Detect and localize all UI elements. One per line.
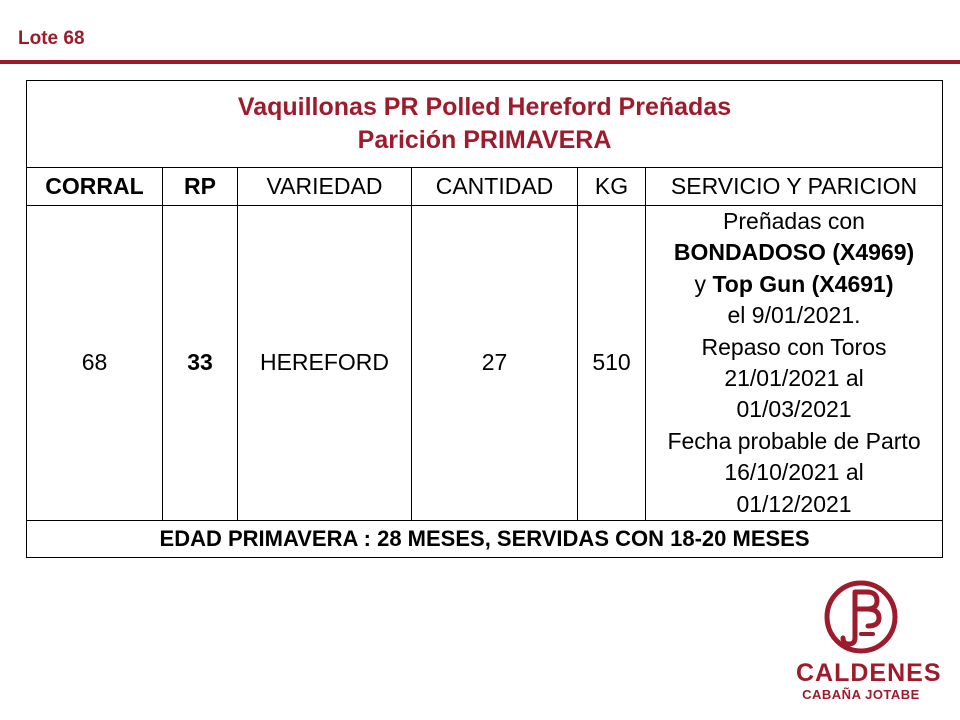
servicio-line: 16/10/2021 al [724,459,864,486]
servicio-bull-1: BONDADOSO (X4969) [673,239,915,266]
caldenes-logo [796,580,942,710]
column-header-servicio: SERVICIO Y PARICION [646,168,943,206]
brand-subtitle: CABAÑA JOTABE [802,687,920,702]
cell-kg: 510 [578,206,646,521]
servicio-line: el 9/01/2021. [727,302,861,329]
title-row [27,81,943,168]
title-line-1: Vaquillonas PR Polled Hereford Preñadas [237,93,732,121]
column-header-rp: RP [163,168,238,206]
column-header-corral: CORRAL [27,168,163,206]
lot-table [26,80,943,558]
table-row [27,206,943,521]
column-header-cantidad: CANTIDAD [412,168,578,206]
footer-row [27,521,943,558]
monogram-icon [821,580,901,654]
servicio-line [646,269,942,300]
servicio-bull-2: Top Gun (X4691) [712,270,894,297]
cell-variedad: HEREFORD [238,206,412,521]
table-footer: EDAD PRIMAVERA : 28 MESES, SERVIDAS CON 18-20 MESES [27,521,943,558]
servicio-line: 01/12/2021 [736,490,852,517]
column-header-kg: KG [578,168,646,206]
table-title [27,81,943,168]
servicio-line: Fecha probable de Parto [667,427,921,454]
servicio-line: 21/01/2021 al [724,365,864,392]
cell-cantidad: 27 [412,206,578,521]
servicio-line: Repaso con Toros [701,333,887,360]
header-divider [0,60,960,64]
title-line-2: Parición PRIMAVERA [357,126,612,154]
cell-corral: 68 [27,206,163,521]
lot-label: Lote 68 [18,28,85,49]
header-row [27,168,943,206]
servicio-line: 01/03/2021 [736,396,852,423]
column-header-variedad: VARIEDAD [238,168,412,206]
cell-servicio [646,206,943,521]
brand-name: CALDENES [796,659,942,687]
cell-rp: 33 [163,206,238,521]
servicio-conjunction: y [694,270,713,297]
servicio-line: Preñadas con [723,208,865,234]
